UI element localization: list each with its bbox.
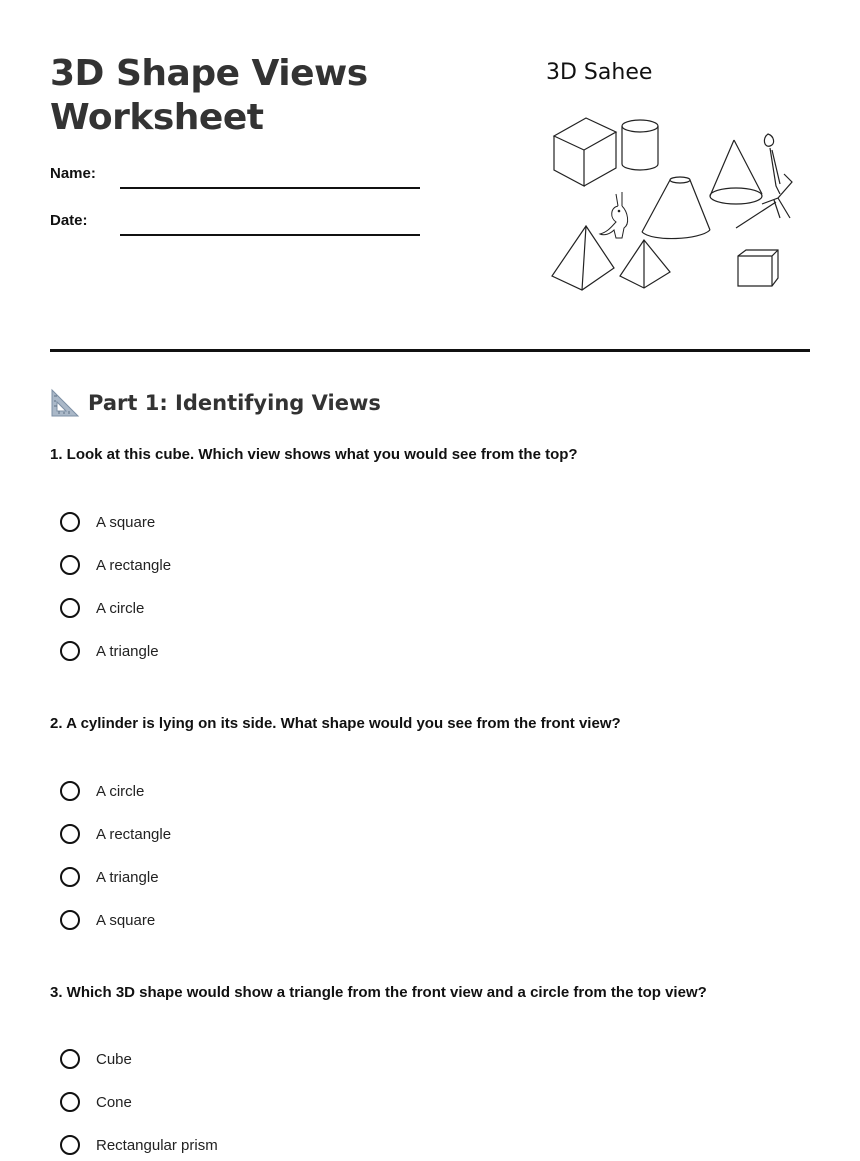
radio-button[interactable] bbox=[60, 512, 80, 532]
option-label: A triangle bbox=[96, 642, 159, 660]
date-label: Date: bbox=[50, 212, 88, 229]
small-cube-icon bbox=[738, 250, 778, 286]
option-label: Cube bbox=[96, 1050, 132, 1068]
option-label: A square bbox=[96, 513, 156, 531]
q2-option-3[interactable] bbox=[60, 864, 159, 890]
q1-option-1[interactable] bbox=[60, 509, 155, 535]
3d-shapes-illustration bbox=[540, 108, 800, 298]
q1-option-4[interactable] bbox=[60, 638, 159, 664]
section-title-text: Part 1: Identifying Views bbox=[88, 391, 381, 415]
radio-button[interactable] bbox=[60, 781, 80, 801]
title-line-1: 3D Shape Views bbox=[50, 53, 368, 94]
q3-option-1[interactable] bbox=[60, 1046, 132, 1072]
option-label: A square bbox=[96, 911, 156, 929]
option-label: A circle bbox=[96, 782, 145, 800]
option-label: Cone bbox=[96, 1093, 132, 1111]
radio-button[interactable] bbox=[60, 641, 80, 661]
q2-option-1[interactable] bbox=[60, 778, 144, 804]
compass-tool-icon bbox=[736, 134, 792, 228]
date-write-line[interactable] bbox=[120, 234, 420, 236]
header-divider bbox=[50, 349, 810, 352]
name-field bbox=[50, 165, 120, 182]
question-2: 2. A cylinder is lying on its side. What shape would you see from the front view? bbox=[50, 715, 621, 732]
option-label: A rectangle bbox=[96, 825, 172, 843]
worksheet-title bbox=[50, 52, 368, 140]
q2-option-4[interactable] bbox=[60, 907, 155, 933]
q1-option-3[interactable] bbox=[60, 595, 144, 621]
radio-button[interactable] bbox=[60, 555, 80, 575]
frustum-icon bbox=[642, 177, 710, 239]
pyramid-icon bbox=[552, 226, 614, 290]
section-title bbox=[50, 388, 381, 418]
q2-option-2[interactable] bbox=[60, 821, 171, 847]
small-pyramid-icon bbox=[620, 240, 670, 288]
radio-button[interactable] bbox=[60, 824, 80, 844]
option-label: Rectangular prism bbox=[96, 1136, 218, 1154]
option-label: A circle bbox=[96, 599, 145, 617]
name-write-line[interactable] bbox=[120, 187, 420, 189]
q3-option-2[interactable] bbox=[60, 1089, 132, 1115]
radio-button[interactable] bbox=[60, 1092, 80, 1112]
option-label: A rectangle bbox=[96, 556, 172, 574]
question-3: 3. Which 3D shape would show a triangle from the front view and a circle from the top view? bbox=[50, 984, 707, 1001]
cube-icon bbox=[554, 118, 616, 186]
radio-button[interactable] bbox=[60, 910, 80, 930]
name-label: Name: bbox=[50, 165, 96, 182]
radio-button[interactable] bbox=[60, 1135, 80, 1155]
date-field bbox=[50, 212, 120, 229]
title-line-2: Worksheet bbox=[50, 97, 264, 138]
cone-icon bbox=[710, 140, 762, 204]
radio-button[interactable] bbox=[60, 867, 80, 887]
q3-option-3[interactable] bbox=[60, 1132, 218, 1158]
question-1: 1. Look at this cube. Which view shows what you would see from the top? bbox=[50, 446, 578, 463]
option-label: A triangle bbox=[96, 868, 159, 886]
set-square-icon bbox=[50, 388, 80, 418]
brand-label: 3D Sahee bbox=[546, 60, 653, 85]
q1-option-2[interactable] bbox=[60, 552, 171, 578]
radio-button[interactable] bbox=[60, 598, 80, 618]
radio-button[interactable] bbox=[60, 1049, 80, 1069]
rabbit-icon bbox=[600, 192, 628, 238]
cylinder-icon bbox=[622, 120, 658, 170]
